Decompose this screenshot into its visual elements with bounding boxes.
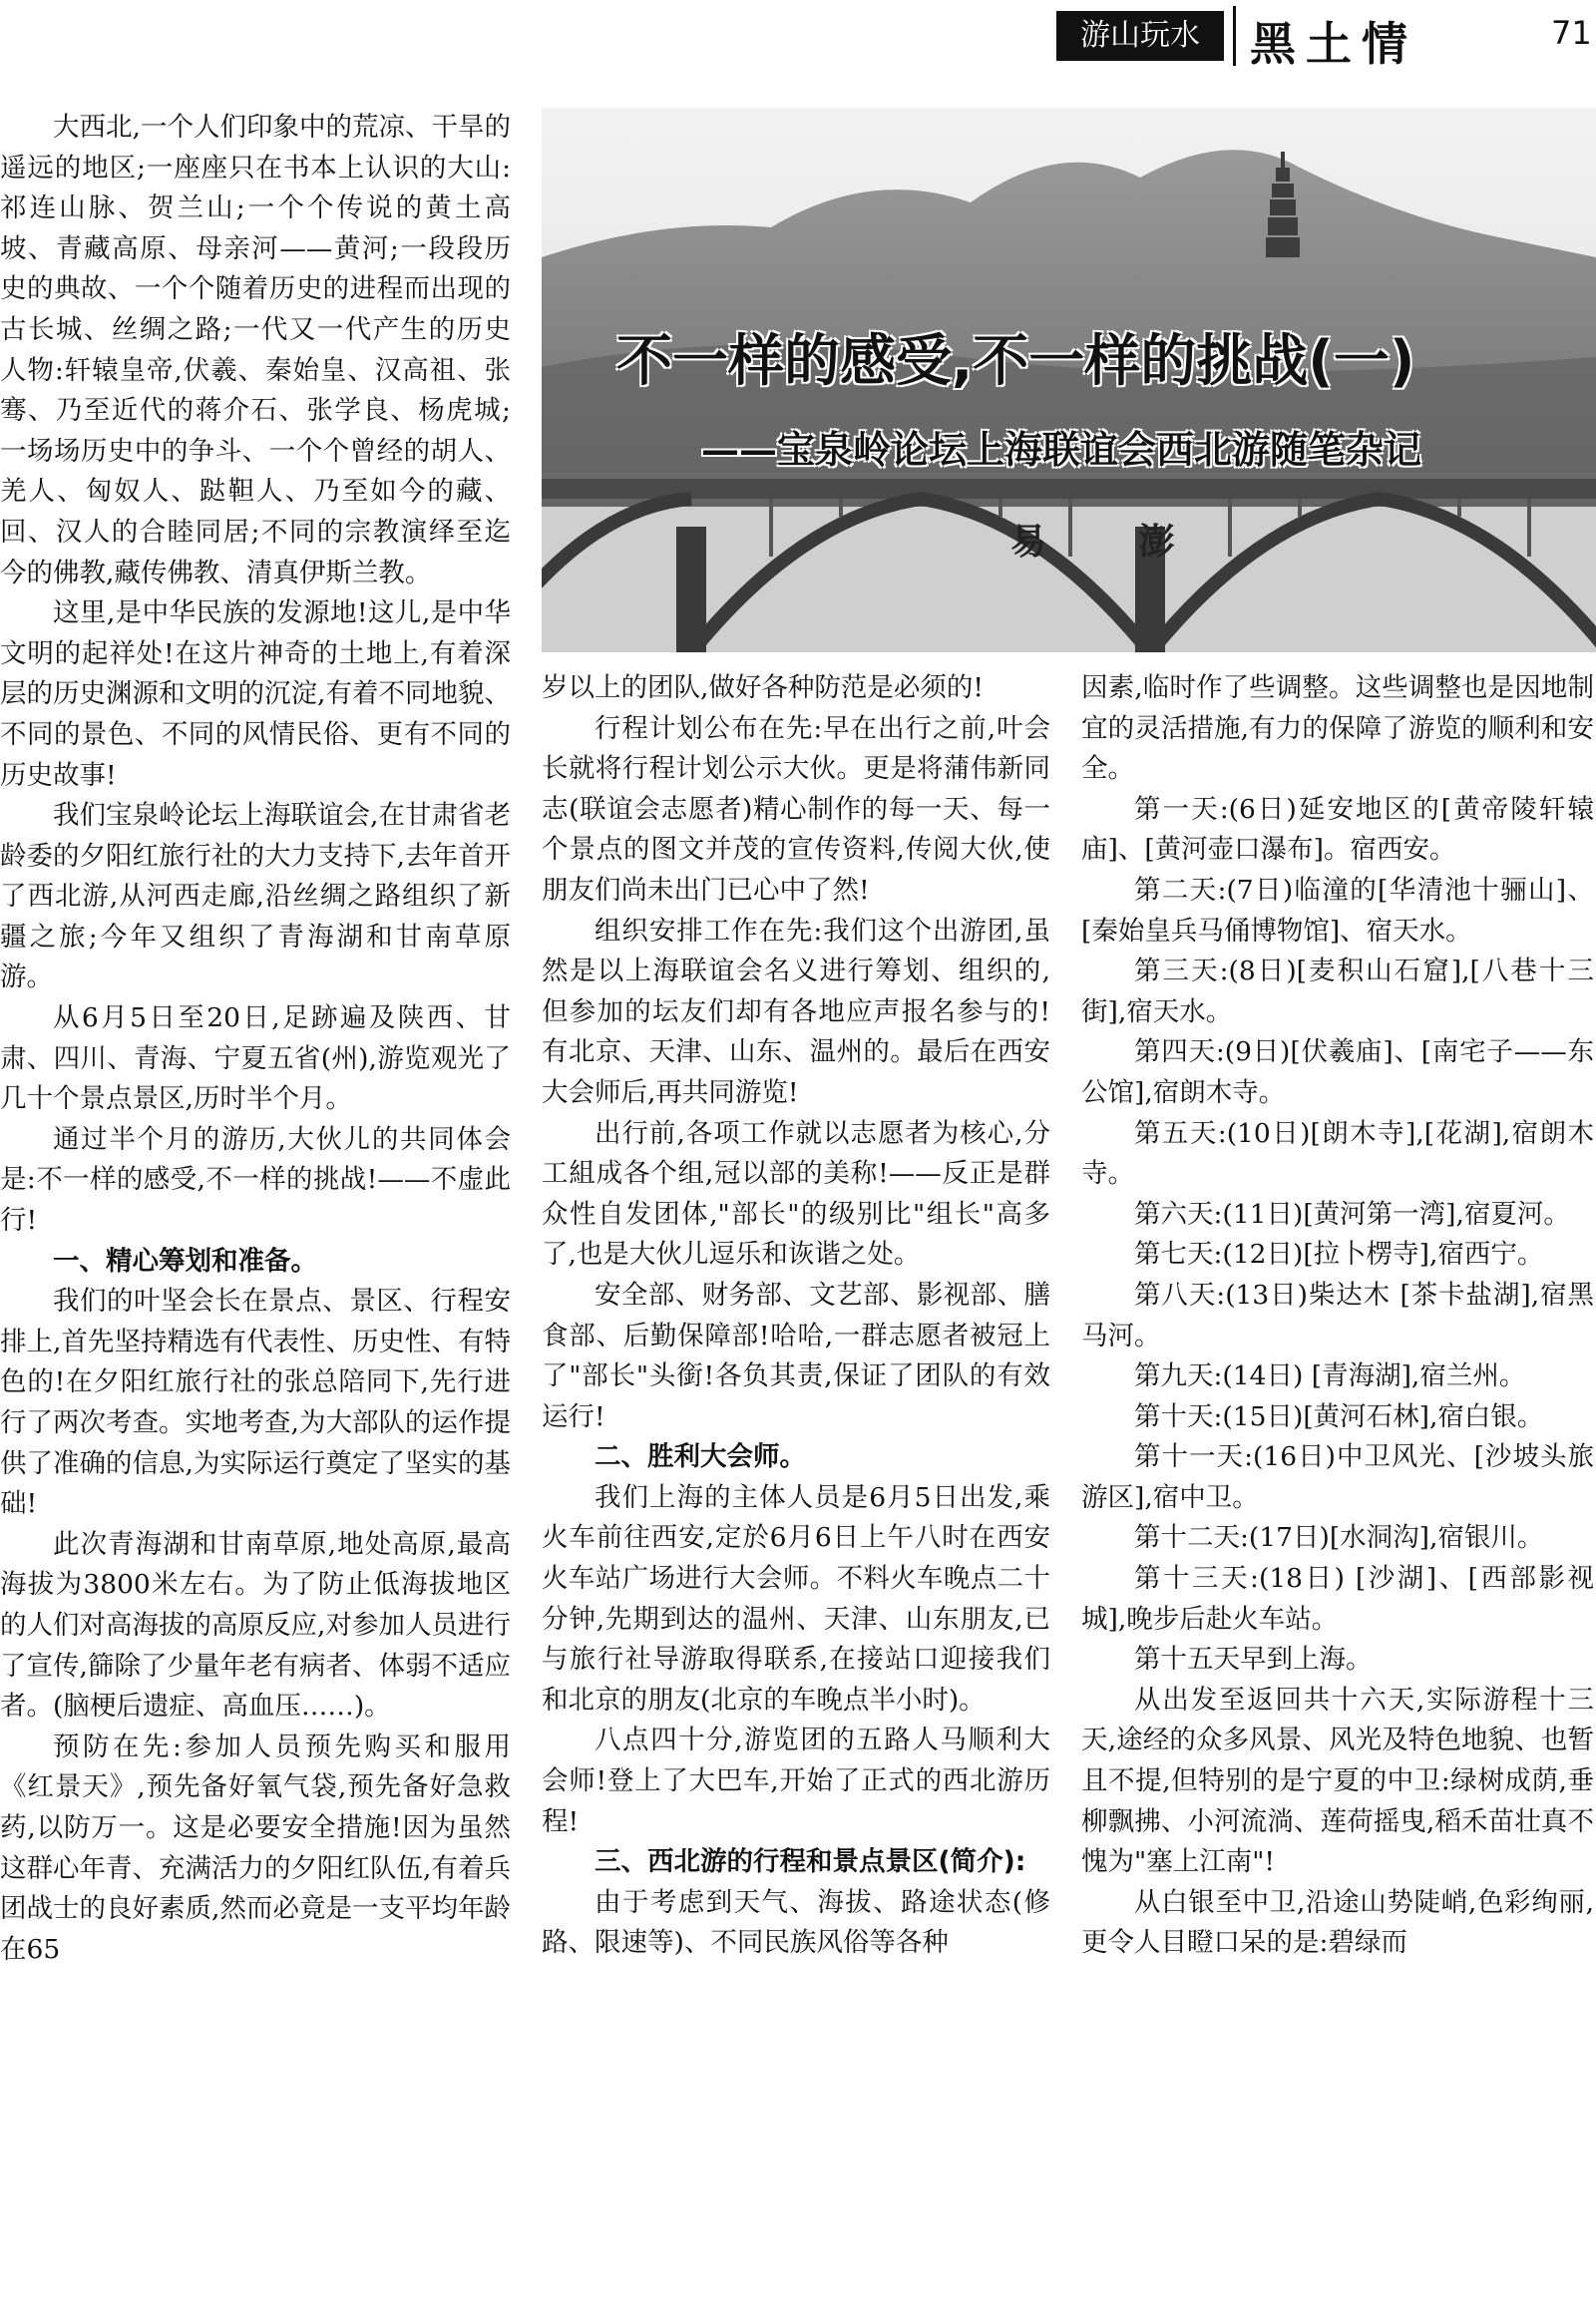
itinerary-day: 第二天:(7日)临潼的[华清池十骊山]、[秦始皇兵马俑博物馆]、宿天水。 (1081, 874, 1594, 947)
itinerary-day: 第五天:(10日)[朗木寺],[花湖],宿朗木寺。 (1081, 1117, 1594, 1190)
itinerary-day: 第一天:(6日)延安地区的[黄帝陵轩辕庙]、[黄河壶口瀑布]。宿西安。 (1081, 793, 1594, 866)
article-subtitle: ——宝泉岭论坛上海联谊会西北游随笔杂记 (701, 427, 1422, 472)
header-divider (1233, 6, 1236, 66)
section-heading: 三、西北游的行程和景点景区(简介): (595, 1846, 1026, 1878)
paragraph: 我们宝泉岭论坛上海联谊会,在甘肃省老龄委的夕阳红旅行社的大力支持下,去年首开了西北游,从河西走廊,沿丝绸之路组织了新疆之旅;今年又组织了青海湖和甘南草原游。 (0, 800, 511, 993)
paragraph: 大西北,一个人们印象中的荒凉、干旱的遥远的地区;一座座只在书本上认识的大山:祁连山脉、贺兰山;一个个传说的黄土高坡、青藏高原、母亲河——黄河;一段段历史的典故、一个个随着历史的进程而出现的古长城、丝绸之路;一代又一代产生的历史人物:轩辕皇帝,伏羲、秦始皇、汉高祖、张骞、乃至近代的蒋介石、张学良、杨虎城;一场场历史中的争斗、一个个曾经的胡人、羌人、匈奴人、跶靼人、乃至如今的藏、回、汉人的合睦同居;不同的宗教演绎至迄今的佛教,藏传佛教、清真伊斯兰教。 (0, 112, 511, 588)
article-title: 不一样的感受,不一样的挑战(一) (616, 329, 1415, 394)
paragraph: 这里,是中华民族的发源地!这儿,是中华文明的起祥处!在这片神奇的土地上,有着深层的历史渊源和文明的沉淀,有着不同地貌、不同的景色、不同的风情民俗、更有不同的历史故事! (0, 597, 511, 791)
itinerary-day: 第十天:(15日)[黄河石林],宿白银。 (1134, 1400, 1544, 1432)
page-number: 71 (1551, 14, 1592, 52)
section-tag: 游山玩水 (1056, 11, 1224, 61)
paragraph: 由于考虑到天气、海拔、路途状态(修路、限速等)、不同民族风俗等各种 (542, 1886, 1050, 1959)
itinerary-day: 第九天:(14日) [青海湖],宿兰州。 (1134, 1360, 1526, 1392)
paragraph: 安全部、财务部、文艺部、影视部、膳食部、后勤保障部!哈哈,一群志愿者被冠上了"部长"头銜!各负其责,保证了团队的有效运行! (542, 1279, 1050, 1432)
itinerary-day: 第十五天早到上海。 (1134, 1644, 1373, 1676)
paragraph: 从出发至返回共十六天,实际游程十三天,途经的众多风景、风光及特色地貌、也暂且不提,但特别的是宁夏的中卫:绿树成荫,垂柳飘拂、小河流淌、莲荷摇曳,稻禾苗壮真不愧为"塞上江南"! (1081, 1684, 1594, 1878)
itinerary-day: 第十二天:(17日)[水洞沟],宿银川。 (1134, 1522, 1544, 1554)
article-author: 易 澎 (1010, 521, 1215, 563)
paragraph: 出行前,各项工作就以志愿者为核心,分工組成各个组,冠以部的美称!——反正是群众性自发团体,"部长"的级别比"组长"高多了,也是大伙儿逗乐和诙谐之处。 (542, 1117, 1050, 1271)
text-column-2 (542, 668, 1050, 1964)
paragraph: 行程计划公布在先:早在出行之前,叶会长就将行程计划公示大伙。更是将蒲伟新同志(联谊会志愿者)精心制作的每一天、每一个景点的图文并茂的宣传资料,传阅大伙,使朋友们尚未出门已心中了然! (542, 712, 1050, 906)
itinerary-day: 第七天:(12日)[拉卜楞寺],宿西宁。 (1134, 1239, 1544, 1271)
paragraph: 我们上海的主体人员是6月5日出发,乘火车前往西安,定於6月6日上午八时在西安火车站广场进行大会师。不料火车晚点二十分钟,先期到达的温州、天津、山东朋友,已与旅行社导游取得联系,在接站口迎接我们和北京的朋友(北京的车晚点半小时)。 (542, 1481, 1050, 1716)
text-column-1 (0, 108, 511, 1970)
magazine-logo: 黑土情 (1250, 17, 1417, 71)
itinerary-day: 第三天:(8日)[麦积山石窟],[八巷十三街],宿天水。 (1081, 956, 1594, 1027)
section-heading: 二、胜利大会师。 (595, 1441, 806, 1473)
paragraph: 我们的叶坚会长在景点、景区、行程安排上,首先坚持精选有代表性、历史性、有特色的!在夕阳红旅行社的张总陪同下,先行进行了两次考查。实地考查,为大部队的运作提供了准确的信息,为实际运行奠定了坚实的基础! (0, 1286, 511, 1520)
itinerary-day: 第四天:(9日)[伏羲庙]、[南宅子——东公馆],宿朗木寺。 (1081, 1036, 1594, 1108)
article-photo (542, 108, 1596, 652)
paragraph: 八点四十分,游览团的五路人马顺利大会师!登上了大巴车,开始了正式的西北游历程! (542, 1725, 1050, 1837)
section-heading: 一、精心筹划和准备。 (53, 1245, 317, 1277)
itinerary-day: 第十一天:(16日)中卫风光、[沙坡头旅游区],宿中卫。 (1081, 1441, 1594, 1513)
paragraph: 因素,临时作了些调整。这些调整也是因地制宜的灵活措施,有力的保障了游览的顺利和安全。 (1081, 672, 1594, 785)
page-header (1052, 6, 1596, 71)
paragraph: 通过半个月的游历,大伙儿的共同体会是:不一样的感受,不一样的挑战!——不虚此行! (0, 1123, 511, 1237)
text-column-3 (1081, 668, 1594, 1964)
paragraph: 此次青海湖和甘南草原,地处高原,最高海拔为3800米左右。为了防止低海拔地区的人们对高海拔的高原反应,对参加人员进行了宣传,篩除了少量年老有病者、体弱不适应者。(脑梗后遗症、高血压……)。 (0, 1528, 511, 1723)
paragraph: 从白银至中卫,沿途山势陡峭,色彩绚丽,更令人目瞪口呆的是:碧绿而 (1081, 1886, 1594, 1959)
itinerary-day: 第六天:(11日)[黄河第一湾],宿夏河。 (1134, 1198, 1570, 1230)
paragraph: 从6月5日至20日,足跡遍及陕西、甘肃、四川、青海、宁夏五省(州),游览观光了几十个景点景区,历时半个月。 (0, 1002, 511, 1115)
paragraph: 组织安排工作在先:我们这个出游团,虽然是以上海联谊会名义进行筹划、组织的,但参加的坛友们却有各地应声报名参与的!有北京、天津、山东、温州的。最后在西安大会师后,再共同游览! (542, 915, 1050, 1108)
itinerary-day: 第十三天:(18日) [沙湖]、[西部影视城],晚步后赴火车站。 (1081, 1563, 1594, 1635)
paragraph: 预防在先:参加人员预先购买和服用《红景天》,预先备好氧气袋,预先备好急救药,以防万一。这是必要安全措施!因为虽然这群心年青、充满活力的夕阳红队伍,有着兵团战士的良好素质,然而必竟是一支平均年龄在65 (0, 1731, 511, 1965)
paragraph: 岁以上的团队,做好各种防范是必须的! (542, 672, 985, 703)
itinerary-day: 第八天:(13日)柴达木 [茶卡盐湖],宿黑马河。 (1081, 1279, 1594, 1351)
